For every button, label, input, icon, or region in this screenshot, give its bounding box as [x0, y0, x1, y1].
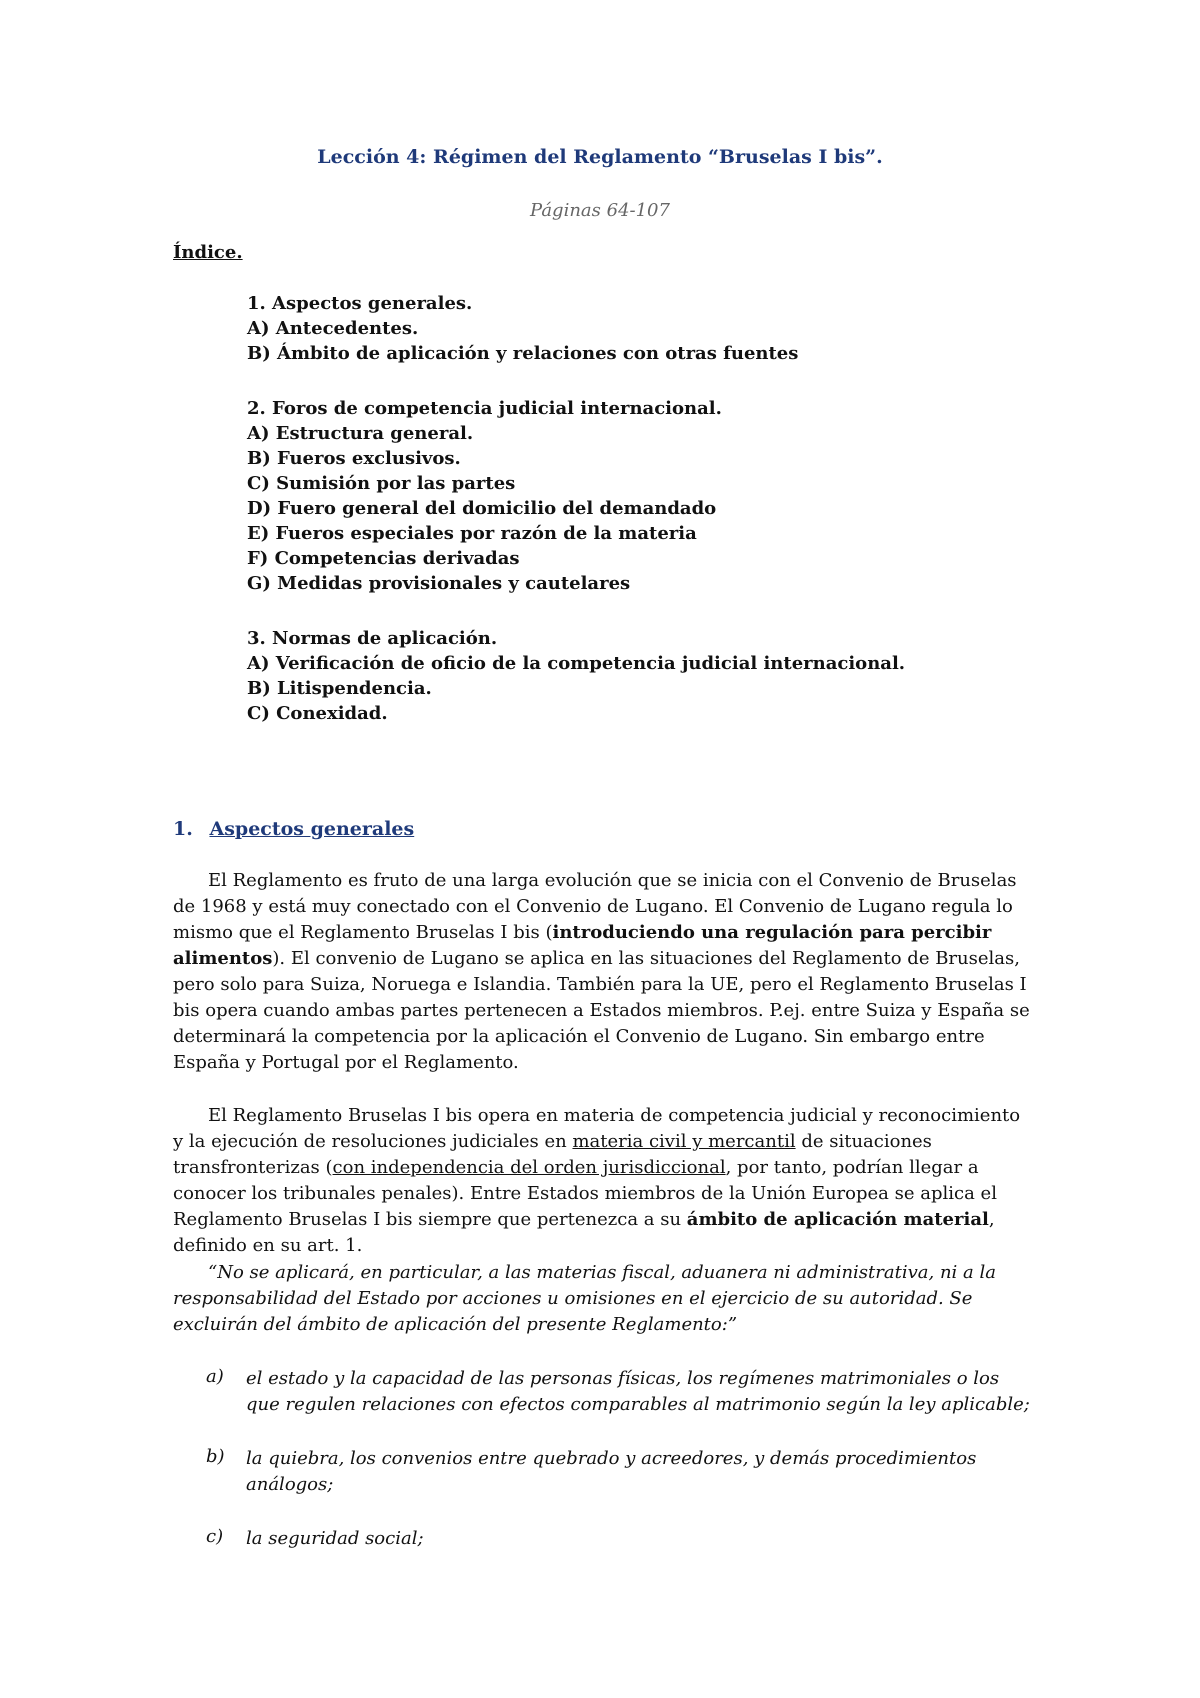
list-item: la quiebra, los convenios entre quebrado y acreedores, y demás procedimientos análogos;	[246, 1448, 977, 1495]
paragraph-text: ). El convenio de Lugano se aplica en las situaciones del Reglamento de Bruselas, pero solo para Suiza, Noruega e Islandia. También para la UE, pero el Reglamento Bruselas I bis opera cuando ambas partes pertenecen a Estados miembros. P.ej. entre Suiza y España se determinará la competencia por la aplicación el Convenio de Lugano. Sin embargo entre España y Portugal por el Reglamento.	[173, 948, 1030, 1073]
paragraph-text: de situaciones transfronterizas (	[173, 1131, 932, 1178]
document-title: Lección 4: Régimen del Reglamento “Bruselas I bis”.	[317, 146, 883, 168]
list-marker: a)	[206, 1366, 224, 1387]
list-item: la seguridad social;	[246, 1528, 424, 1549]
section-number: 1.	[173, 818, 193, 840]
toc-item: A) Estructura general.	[247, 423, 474, 444]
toc-item: B) Ámbito de aplicación y relaciones con otras fuentes	[247, 343, 799, 364]
section-title: Aspectos generales	[209, 818, 415, 840]
paragraph	[173, 868, 1035, 1076]
toc-item: 2. Foros de competencia judicial internacional.	[247, 398, 722, 419]
quote-paragraph: “No se aplicará, en particular, a las materias fiscal, aduanera ni administrativa, ni a la responsabilidad del Estado por acciones u omisiones en el ejercicio de su autoridad. Se excluirán del ámbito de aplicación del presente Reglamento:”	[173, 1262, 996, 1335]
paragraph-bold: introduciendo una regulación para percibir alimentos	[173, 922, 992, 969]
toc-item: B) Fueros exclusivos.	[247, 448, 461, 469]
toc-item: G) Medidas provisionales y cautelares	[247, 573, 631, 594]
toc-item: D) Fuero general del domicilio del demandado	[247, 498, 717, 519]
toc-item: A) Verificación de oficio de la competencia judicial internacional.	[247, 653, 906, 674]
list-marker: b)	[206, 1446, 225, 1467]
paragraph-text: , por tanto, podrían llegar a conocer los tribunales penales). Entre Estados miembros de la Unión Europea se aplica el Reglamento Bruselas I bis siempre que pertenezca a su	[173, 1157, 997, 1230]
toc-item: C) Conexidad.	[247, 703, 388, 724]
page-range: Páginas 64-107	[530, 200, 670, 221]
toc-item: 3. Normas de aplicación.	[247, 628, 498, 649]
toc-item: E) Fueros especiales por razón de la materia	[247, 523, 697, 544]
toc-item: C) Sumisión por las partes	[247, 473, 516, 494]
toc-item: B) Litispendencia.	[247, 678, 432, 699]
paragraph-text: El Reglamento Bruselas I bis opera en materia de competencia judicial y reconocimiento y la ejecución de resoluciones judiciales en	[173, 1105, 1021, 1152]
toc-item: A) Antecedentes.	[247, 318, 419, 339]
toc-item: F) Competencias derivadas	[247, 548, 520, 569]
index-heading: Índice.	[173, 242, 243, 263]
paragraph-text: , definido en su art. 1.	[173, 1209, 995, 1256]
paragraph-text: El Reglamento es fruto de una larga evolución que se inicia con el Convenio de Bruselas de 1968 y está muy conectado con el Convenio de Lugano. El Convenio de Lugano regula lo mismo que el Reglamento Bruselas I bis (	[173, 870, 1017, 943]
paragraph	[173, 1103, 1035, 1259]
list-item: el estado y la capacidad de las personas físicas, los regímenes matrimoniales o los que regulen relaciones con efectos comparables al matrimonio según la ley aplicable;	[246, 1368, 1030, 1415]
list-marker: c)	[206, 1526, 224, 1547]
section-heading	[173, 818, 414, 840]
paragraph-underlined: materia civil y mercantil	[572, 1131, 796, 1152]
paragraph-underlined: con independencia del orden jurisdiccional	[332, 1157, 726, 1178]
toc-item: 1. Aspectos generales.	[247, 293, 473, 314]
paragraph-bold: ámbito de aplicación material	[686, 1209, 989, 1230]
